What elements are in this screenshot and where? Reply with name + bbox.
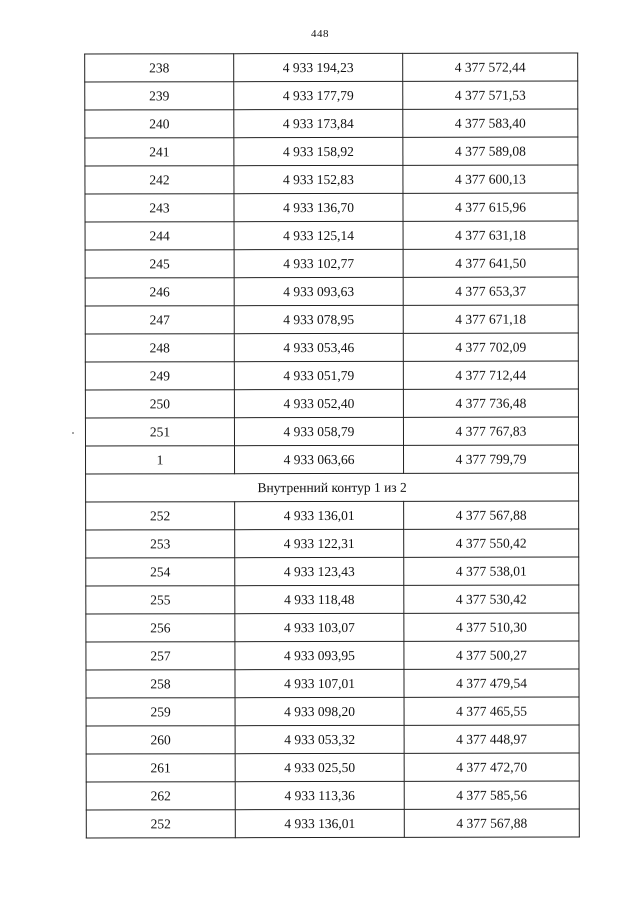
y-coordinate-cell: 4 377 571,53 (403, 81, 578, 109)
table-row (86, 781, 579, 810)
x-coordinate-cell: 4 933 058,79 (234, 417, 403, 445)
table-row (85, 361, 578, 390)
table-row (86, 445, 579, 474)
table-row (86, 501, 579, 530)
section-row (86, 473, 579, 502)
x-coordinate-cell: 4 933 113,36 (235, 781, 404, 809)
y-coordinate-cell: 4 377 550,42 (404, 529, 579, 557)
table-row (85, 193, 578, 222)
y-coordinate-cell: 4 377 712,44 (403, 361, 578, 389)
table-row (85, 277, 578, 306)
y-coordinate-cell: 4 377 671,18 (403, 305, 578, 333)
table-row (85, 165, 578, 194)
point-number-cell: 259 (86, 698, 235, 726)
y-coordinate-cell: 4 377 702,09 (403, 333, 578, 361)
table-row (85, 417, 578, 446)
y-coordinate-cell: 4 377 472,70 (404, 753, 579, 781)
x-coordinate-cell: 4 933 136,70 (234, 193, 403, 221)
y-coordinate-cell: 4 377 510,30 (404, 613, 579, 641)
point-number-cell: 260 (86, 726, 235, 754)
point-number-cell: 255 (86, 586, 235, 614)
point-number-cell: 243 (85, 194, 234, 222)
x-coordinate-cell: 4 933 107,01 (235, 669, 404, 697)
table-row (85, 109, 578, 138)
y-coordinate-cell: 4 377 799,79 (403, 445, 578, 473)
table-row (86, 753, 579, 782)
point-number-cell: 241 (85, 138, 234, 166)
x-coordinate-cell: 4 933 051,79 (234, 361, 403, 389)
y-coordinate-cell: 4 377 465,55 (404, 697, 579, 725)
x-coordinate-cell: 4 933 123,43 (235, 557, 404, 585)
point-number-cell: 250 (85, 390, 234, 418)
x-coordinate-cell: 4 933 136,01 (235, 501, 404, 529)
table-row (85, 221, 578, 250)
point-number-cell: 1 (86, 446, 235, 474)
table-row (86, 697, 579, 726)
y-coordinate-cell: 4 377 530,42 (404, 585, 579, 613)
x-coordinate-cell: 4 933 152,83 (234, 165, 403, 193)
point-number-cell: 257 (86, 642, 235, 670)
point-number-cell: 252 (86, 810, 235, 838)
y-coordinate-cell: 4 377 567,88 (404, 501, 579, 529)
table-row (85, 305, 578, 334)
table-row (86, 669, 579, 698)
point-number-cell: 253 (86, 530, 235, 558)
x-coordinate-cell: 4 933 102,77 (234, 249, 403, 277)
point-number-cell: 256 (86, 614, 235, 642)
y-coordinate-cell: 4 377 585,56 (404, 781, 579, 809)
y-coordinate-cell: 4 377 589,08 (403, 137, 578, 165)
table-row (86, 641, 579, 670)
point-number-cell: 252 (86, 502, 235, 530)
x-coordinate-cell: 4 933 093,95 (235, 641, 404, 669)
x-coordinate-cell: 4 933 118,48 (235, 585, 404, 613)
point-number-cell: 258 (86, 670, 235, 698)
table-row (85, 53, 578, 82)
table-row (86, 809, 579, 838)
table-row (85, 249, 578, 278)
table-row (85, 333, 578, 362)
y-coordinate-cell: 4 377 572,44 (403, 53, 578, 81)
table-row (85, 389, 578, 418)
x-coordinate-cell: 4 933 098,20 (235, 697, 404, 725)
page-number: 448 (311, 28, 329, 40)
y-coordinate-cell: 4 377 500,27 (404, 641, 579, 669)
point-number-cell: 239 (85, 82, 234, 110)
y-coordinate-cell: 4 377 448,97 (404, 725, 579, 753)
x-coordinate-cell: 4 933 093,63 (234, 277, 403, 305)
x-coordinate-cell: 4 933 053,32 (235, 725, 404, 753)
y-coordinate-cell: 4 377 653,37 (403, 277, 578, 305)
x-coordinate-cell: 4 933 177,79 (234, 81, 403, 109)
table-row (86, 725, 579, 754)
table-row (85, 81, 578, 110)
coordinates-table-body (85, 53, 580, 838)
scan-speck (72, 432, 74, 434)
point-number-cell: 249 (85, 362, 234, 390)
x-coordinate-cell: 4 933 053,46 (234, 333, 403, 361)
table-row (85, 137, 578, 166)
x-coordinate-cell: 4 933 125,14 (234, 221, 403, 249)
y-coordinate-cell: 4 377 615,96 (403, 193, 578, 221)
x-coordinate-cell: 4 933 052,40 (234, 389, 403, 417)
point-number-cell: 244 (85, 222, 234, 250)
point-number-cell: 261 (86, 754, 235, 782)
point-number-cell: 254 (86, 558, 235, 586)
x-coordinate-cell: 4 933 063,66 (235, 445, 404, 473)
y-coordinate-cell: 4 377 600,13 (403, 165, 578, 193)
section-title: Внутренний контур 1 из 2 (86, 473, 579, 502)
x-coordinate-cell: 4 933 136,01 (235, 809, 404, 837)
x-coordinate-cell: 4 933 078,95 (234, 305, 403, 333)
y-coordinate-cell: 4 377 567,88 (404, 809, 579, 837)
point-number-cell: 251 (85, 418, 234, 446)
x-coordinate-cell: 4 933 025,50 (235, 753, 404, 781)
y-coordinate-cell: 4 377 767,83 (403, 417, 578, 445)
point-number-cell: 238 (85, 54, 234, 82)
table-row (86, 613, 579, 642)
point-number-cell: 245 (85, 250, 234, 278)
x-coordinate-cell: 4 933 122,31 (235, 529, 404, 557)
y-coordinate-cell: 4 377 736,48 (403, 389, 578, 417)
x-coordinate-cell: 4 933 158,92 (234, 137, 403, 165)
point-number-cell: 246 (85, 278, 234, 306)
x-coordinate-cell: 4 933 173,84 (234, 109, 403, 137)
y-coordinate-cell: 4 377 538,01 (404, 557, 579, 585)
y-coordinate-cell: 4 377 479,54 (404, 669, 579, 697)
table-row (86, 557, 579, 586)
point-number-cell: 248 (85, 334, 234, 362)
x-coordinate-cell: 4 933 103,07 (235, 613, 404, 641)
point-number-cell: 242 (85, 166, 234, 194)
point-number-cell: 240 (85, 110, 234, 138)
point-number-cell: 262 (86, 782, 235, 810)
table-row (86, 529, 579, 558)
y-coordinate-cell: 4 377 641,50 (403, 249, 578, 277)
y-coordinate-cell: 4 377 583,40 (403, 109, 578, 137)
y-coordinate-cell: 4 377 631,18 (403, 221, 578, 249)
point-number-cell: 247 (85, 306, 234, 334)
coordinates-table (84, 52, 580, 838)
table-row (86, 585, 579, 614)
x-coordinate-cell: 4 933 194,23 (234, 53, 403, 81)
